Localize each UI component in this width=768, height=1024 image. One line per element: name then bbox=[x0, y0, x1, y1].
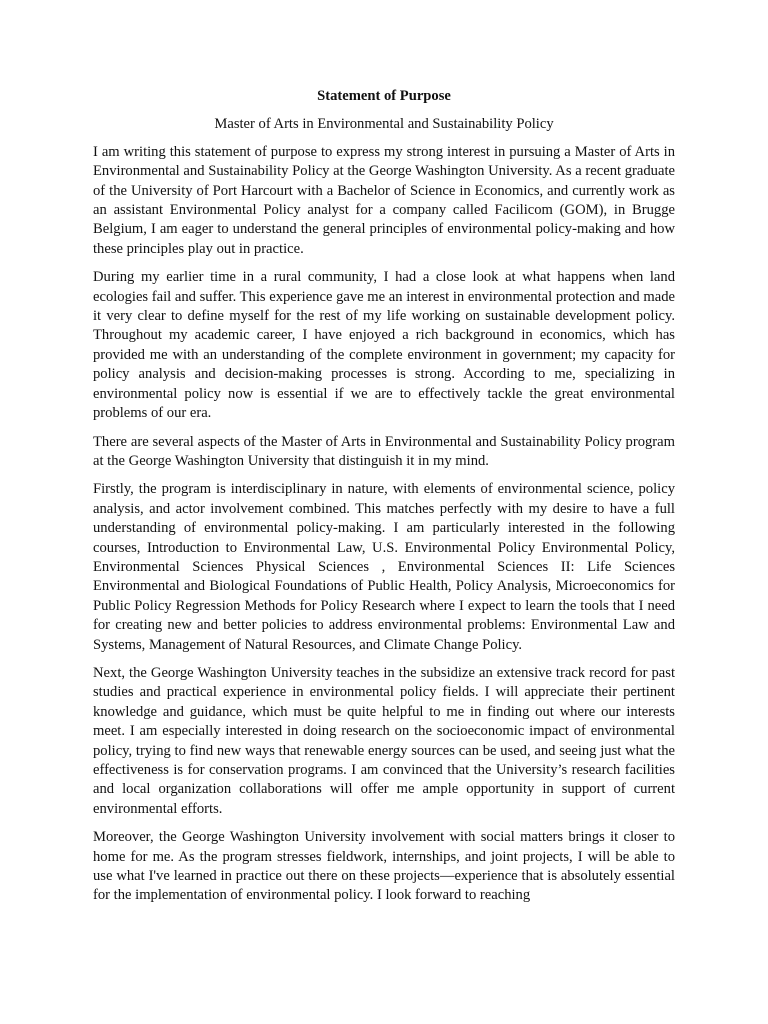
paragraph-research: Next, the George Washington University teaches in the subsidize an extensive track record for past studies and practical experience in environmental policy fields. I will appreciate their pertinent knowledge and guidance, which must be quite helpful to me in finding out where our interests meet. I am especially interested in doing research on the socioeconomic impact of environmental policy, trying to find new ways that renewable energy sources can be used, and seeing just what the effectiveness is for conservation programs. I am convinced that the University’s research facilities and local organization collaborations will offer me ample opportunity in support of current environmental efforts. bbox=[93, 664, 675, 817]
paragraph-background: During my earlier time in a rural community, I had a close look at what happens when land ecologies fail and suffer. This experience gave me an interest in environmental protection and made it very clear to define myself for the rest of my life working on sustainable development policy. Throughout my academic career, I have enjoyed a rich background in economics, which has provided me with an understanding of the complete environment in government; my capacity for policy analysis and decision-making processes is strong. According to me, specializing in environmental policy now is essential if we are to effectively tackle the great environmental problems of our era. bbox=[93, 269, 675, 422]
paragraph-social-involvement: Moreover, the George Washington University involvement with social matters brings it closer to home for me. As the program stresses fieldwork, internships, and joint projects, I will be able to use what I've learned in practice out there on these projects—experience that is absolutely essential for the implementation of environmental policy. I look forward to reaching bbox=[93, 829, 675, 904]
document-body bbox=[93, 87, 675, 915]
paragraph-interdisciplinary: Firstly, the program is interdisciplinary in nature, with elements of environmental science, policy analysis, and actor involvement combined. This matches perfectly with my desire to have a full understanding of environmental policy-making. I am particularly interested in the following courses, Introduction to Environmental Law, U.S. Environmental Policy Environmental Policy, Environmental Sciences Physical Sciences , Environmental Sciences II: Life Sciences Environmental and Biological Foundations of Public Health, Policy Analysis, Microeconomics for Public Policy Regression Methods for Policy Research where I expect to learn the tools that I need for creating new and better policies to address environmental problems: Environmental Law and Systems, Management of Natural Resources, and Climate Change Policy. bbox=[93, 481, 675, 653]
paragraph-introduction: I am writing this statement of purpose to express my strong interest in pursuing a Master of Arts in Environmental and Sustainability Policy at the George Washington University. As a recent graduate of the University of Port Harcourt with a Bachelor of Science in Economics, and currently work as an assistant Environmental Policy analyst for a company called Facilicom (GOM), in Brugge Belgium, I am eager to understand the general principles of environmental policy-making and how these principles play out in practice. bbox=[93, 143, 675, 257]
document-subtitle: Master of Arts in Environmental and Sustainability Policy bbox=[214, 116, 554, 133]
document-title: Statement of Purpose bbox=[317, 88, 451, 104]
paragraph-program-aspects: There are several aspects of the Master of Arts in Environmental and Sustainability Policy program at the George Washington University that distinguish it in my mind. bbox=[93, 433, 675, 469]
